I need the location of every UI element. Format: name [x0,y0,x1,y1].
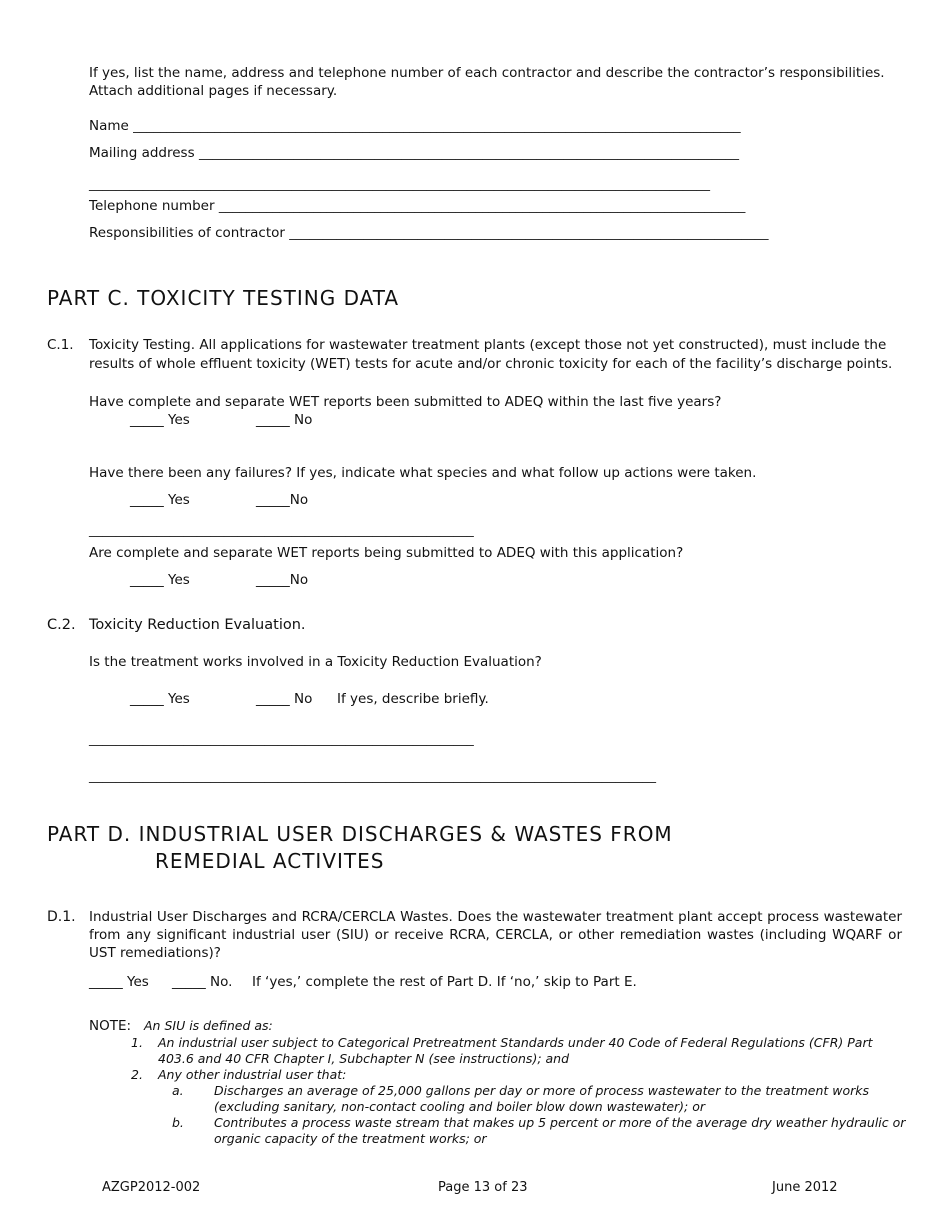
footer-form-id: AZGP2012-002 [102,1180,201,1195]
c2-answer-blank-1[interactable]: _________________________________________________________ [89,731,474,747]
c1-q1-yes-option[interactable]: _____ Yes [130,412,190,428]
responsibilities-blank[interactable]: _______________________________________________________________________ [289,225,769,241]
contractor-intro-line1: If yes, list the name, address and telephone number of each contractor and describe the contractor’s responsibilities. [89,65,885,81]
c2-answer-blank-2[interactable]: ____________________________________________________________________________________ [89,768,656,784]
note-item-a-line1: Discharges an average of 25,000 gallons per day or more of process wastewater to the treatment works [214,1083,870,1098]
c2-describe-prompt: If yes, describe briefly. [337,691,489,707]
telephone-label: Telephone number [89,198,215,214]
c1-question-3: Are complete and separate WET reports being submitted to ADEQ with this application? [89,545,684,561]
mailing-address-label: Mailing address [89,145,195,161]
part-c-heading: PART C. TOXICITY TESTING DATA [47,286,400,310]
footer-page-number: Page 13 of 23 [438,1180,528,1195]
note-item-1-number: 1. [131,1035,143,1050]
c1-question-1: Have complete and separate WET reports been submitted to ADEQ within the last five years? [89,394,722,410]
part-d-heading: PART D. INDUSTRIAL USER DISCHARGES & WASTES FROM [47,822,673,846]
c1-number: C.1. [47,337,74,353]
contractor-intro-line2: Attach additional pages if necessary. [89,83,338,99]
d1-instruction: If ‘yes,’ complete the rest of Part D. If ‘no,’ skip to Part E. [252,974,637,990]
note-item-2-number: 2. [131,1067,143,1082]
note-intro: An SIU is defined as: [144,1018,273,1033]
responsibilities-label: Responsibilities of contractor [89,225,285,241]
c2-question: Is the treatment works involved in a Toxicity Reduction Evaluation? [89,654,542,670]
d1-number: D.1. [47,909,76,925]
name-field[interactable] [89,117,741,135]
c1-q1-no-option[interactable]: _____ No [256,412,313,428]
c1-question-2: Have there been any failures? If yes, indicate what species and what follow up actions were taken. [89,465,757,481]
d1-text: Industrial User Discharges and RCRA/CERCLA Wastes. Does the wastewater treatment plant accept process wastewater from any significant industrial user (SIU) or receive RCRA, CERCLA, or other remediation wastes (including WQARF or UST remediations)? [89,909,902,961]
name-label: Name [89,118,129,134]
c2-number: C.2. [47,617,76,633]
mailing-address-blank-2[interactable]: ____________________________________________________________________________________________ [89,176,710,192]
note-item-2: Any other industrial user that: [158,1067,347,1082]
c2-yes-option[interactable]: _____ Yes [130,691,190,707]
footer-date: June 2012 [772,1180,838,1195]
name-blank[interactable]: __________________________________________________________________________________________ [133,118,741,134]
c2-title: Toxicity Reduction Evaluation. [89,617,306,633]
c1-q2-yes-option[interactable]: _____ Yes [130,492,190,508]
d1-no-option[interactable]: _____ No. [172,974,233,990]
telephone-field[interactable] [89,197,745,215]
responsibilities-field[interactable] [89,224,769,242]
part-d-heading-line2: REMEDIAL ACTIVITES [155,849,385,873]
mailing-address-blank[interactable]: ________________________________________________________________________________ [198,145,739,161]
mailing-address-field[interactable] [89,144,739,162]
note-item-b-line2: organic capacity of the treatment works; or [214,1131,487,1146]
c1-text-line2: results of whole effluent toxicity (WET) tests for acute and/or chronic toxicity for each of the facility’s discharge points. [89,356,893,372]
c1-text-line1: Toxicity Testing. All applications for wastewater treatment plants (except those not yet constructed), must include the [89,337,887,353]
note-item-a-line2: (excluding sanitary, non-contact cooling and boiler blow down wastewater); or [214,1099,706,1114]
note-item-1-line2: 403.6 and 40 CFR Chapter I, Subchapter N (see instructions); and [158,1051,570,1066]
note-item-b-line1: Contributes a process waste stream that makes up 5 percent or more of the average dry weather hydraulic or [214,1115,906,1130]
note-item-1-line1: An industrial user subject to Categorical Pretreatment Standards under 40 Code of Federal Regulations (CFR) Part [158,1035,873,1050]
c1-q2-no-option[interactable]: _____No [256,492,309,508]
c1-q3-no-option[interactable]: _____No [256,572,309,588]
c1-q3-yes-option[interactable]: _____ Yes [130,572,190,588]
note-item-a-letter: a. [172,1083,184,1098]
d1-yes-option[interactable]: _____ Yes [89,974,149,990]
note-item-b-letter: b. [172,1115,184,1130]
telephone-blank[interactable]: ______________________________________________________________________________ [218,198,746,214]
note-label: NOTE: [89,1018,132,1034]
c2-no-option[interactable]: _____ No [256,691,313,707]
c1-q2-answer-blank[interactable]: _________________________________________________________ [89,522,474,538]
